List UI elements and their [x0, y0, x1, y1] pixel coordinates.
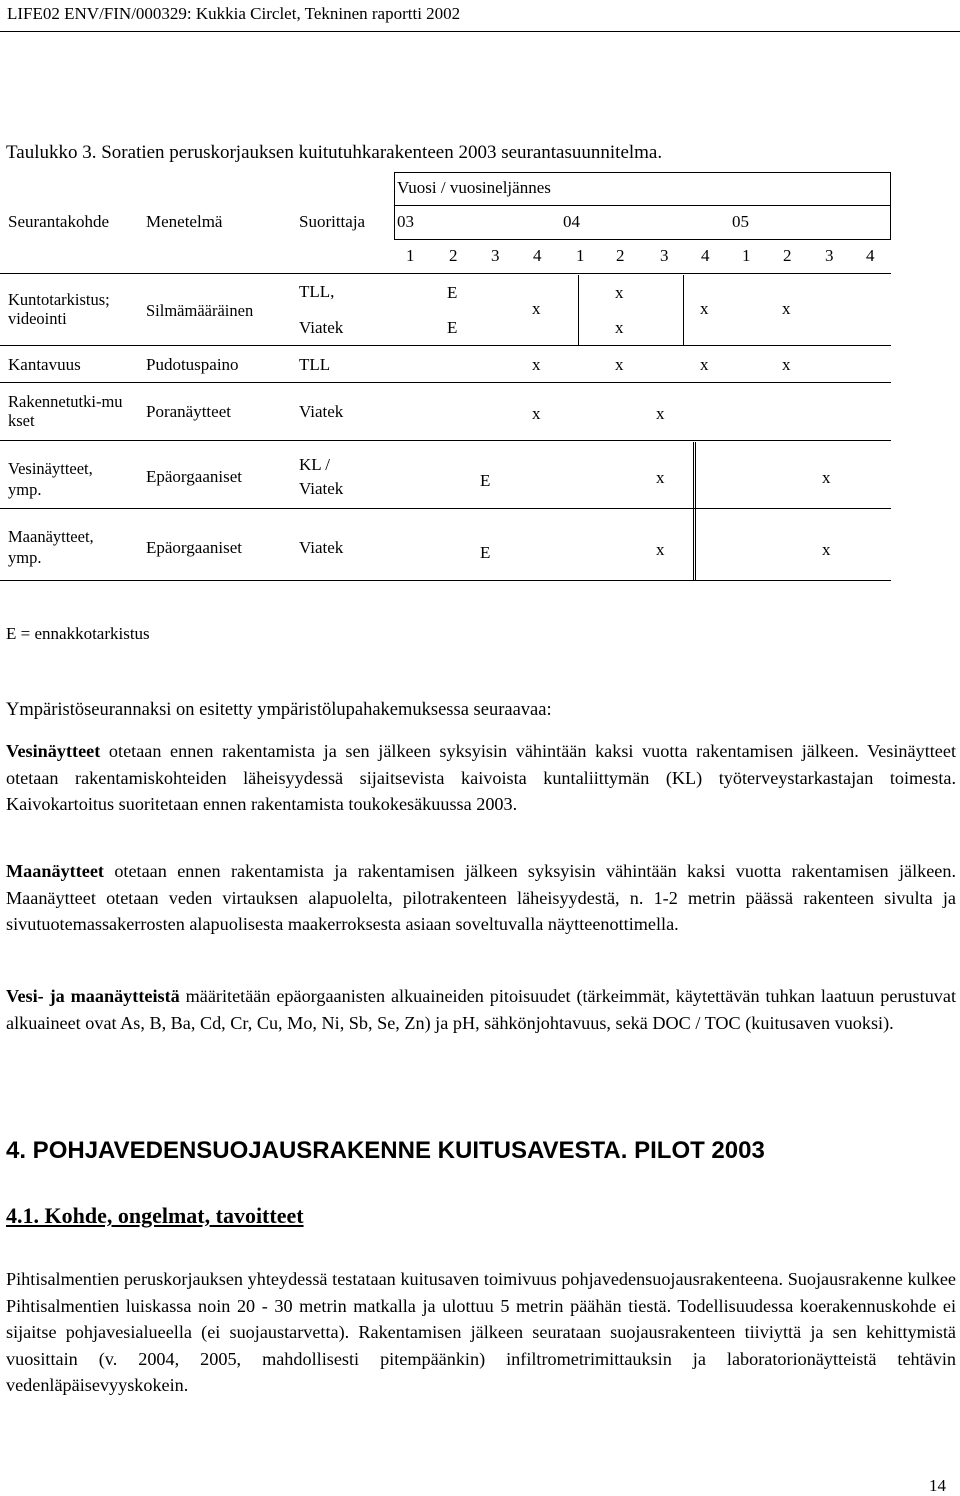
paragraph-text: määritetään epäorgaanisten alkuaineiden pitoisuudet (tärkeimmät, käytettävän tuhkan laatuun perustuvat alkuaineet ovat As, B, Ba, Cd, Cr, Cu, Mo, Ni, Sb, Se, Zn) ja pH, sähkönjohtavuus, sekä DOC / TOC (kuitusaven vuoksi). — [6, 986, 957, 1033]
header-group-label: Vuosi / vuosineljännes — [397, 178, 551, 197]
year-header: 05 — [732, 212, 749, 231]
table-cell-target: Vesinäytteet, ymp. — [8, 459, 93, 499]
table-cell-mark: x — [656, 468, 665, 487]
paragraph-water-samples — [6, 738, 956, 818]
subsection-heading: 4.1. Kohde, ongelmat, tavoitteet — [6, 1203, 304, 1228]
quarter-header: 1 — [742, 246, 751, 265]
table-cell-mark: x — [656, 540, 665, 559]
table-cell-performer: Viatek — [299, 538, 344, 557]
table-cell-mark: x — [532, 355, 541, 374]
paragraph-analyses — [6, 983, 956, 1036]
table-cell-method: Poranäytteet — [146, 402, 231, 421]
table-cell-mark: x — [615, 318, 624, 337]
quarter-header: 4 — [866, 246, 875, 265]
table-cell-method: Epäorgaaniset — [146, 538, 242, 557]
table-grid — [0, 0, 960, 590]
quarter-header: 2 — [783, 246, 792, 265]
table-cell-mark: E — [480, 543, 491, 562]
column-header-performer: Suorittaja — [299, 212, 366, 231]
table-cell-mark: E — [480, 471, 491, 490]
table-cell-mark: x — [615, 355, 624, 374]
bold-term: Vesinäytteet — [6, 741, 101, 761]
page-number: 14 — [929, 1476, 946, 1495]
year-header: 03 — [397, 212, 414, 231]
quarter-header: 4 — [533, 246, 542, 265]
section-heading: 4. POHJAVEDENSUOJAUSRAKENNE KUITUSAVESTA. PILOT 2003 — [6, 1137, 765, 1164]
table-cell-mark: E — [447, 318, 458, 337]
column-header-target: Seurantakohde — [8, 212, 110, 231]
table-cell-method: Epäorgaaniset — [146, 467, 242, 486]
quarter-header: 4 — [701, 246, 710, 265]
table-cell-target: Maanäytteet, ymp. — [8, 527, 94, 567]
year-header: 04 — [563, 212, 580, 231]
table-cell-target: Rakennetutki-mukset — [8, 392, 123, 430]
table-cell-target: Kuntotarkistus; videointi — [8, 290, 110, 328]
table-cell-mark: x — [782, 299, 791, 318]
table-cell-mark: x — [782, 355, 791, 374]
table-cell-mark: x — [532, 404, 541, 423]
paragraph-pilot: Pihtisalmentien peruskorjauksen yhteydessä testataan kuitusaven toimivuus pohjavedensuojausrakenteena. Suojausrakenne kulkee Pihtisalmentien luiskassa noin 20 - 30 metrin matkalla ja ulottuu 5 metrin päähän tiestä. Todellisuudessa koerakennuskohde ei sijaitse pohjavesialueella (ei suojaustarvetta). Rakentamisen jälkeen seurataan suojausrakenteen tiiviyttä ja sen kehittymistä vuosittain (v. 2004, 2005, mahdollisesti pitempäänkin) infiltrometrimittauksin ja laboratorionäytteistä tehtävin vedenläpäisevyyskokein. — [6, 1269, 956, 1395]
table-cell-mark: x — [656, 404, 665, 423]
table-cell-performer: Viatek — [299, 402, 344, 421]
paragraph-soil-samples — [6, 858, 956, 938]
quarter-header: 1 — [406, 246, 415, 265]
table-cell-mark: x — [532, 299, 541, 318]
quarter-header: 3 — [660, 246, 669, 265]
bold-term: Vesi- ja maanäytteistä — [6, 986, 180, 1006]
table-cell-mark: x — [700, 355, 709, 374]
running-header: LIFE02 ENV/FIN/000329: Kukkia Circlet, Tekninen raportti 2002 — [7, 4, 461, 23]
table-cell-mark: x — [700, 299, 709, 318]
table-cell-method: Pudotuspaino — [146, 355, 239, 374]
quarter-header: 3 — [825, 246, 834, 265]
table-caption: Taulukko 3. Soratien peruskorjauksen kuitutuhkarakenteen 2003 seurantasuunnitelma. — [6, 142, 663, 163]
quarter-header: 1 — [576, 246, 585, 265]
paragraph-text: otetaan ennen rakentamista ja sen jälkeen syksyisin vähintään kaksi vuotta rakentamisen jälkeen. Vesinäytteet otetaan rakentamiskohteiden läheisyydessä sijaitsevista kaivoista kuntaliittymän (KL) työterveystarkastajan toimesta. Kaivokartoitus suoritetaan ennen rakentamista toukokesäkuussa 2003. — [6, 741, 956, 814]
quarter-header: 3 — [491, 246, 500, 265]
table-cell-performer: KL / Viatek — [299, 455, 344, 498]
table-cell-mark: E — [447, 283, 458, 302]
table-cell-mark: x — [822, 468, 831, 487]
table-legend: E = ennakkotarkistus — [6, 624, 150, 643]
table-cell-mark: x — [615, 283, 624, 302]
quarter-header: 2 — [449, 246, 458, 265]
column-header-method: Menetelmä — [146, 212, 223, 231]
bold-term: Maanäytteet — [6, 861, 104, 881]
table-cell-performer: TLL, — [299, 282, 335, 301]
quarter-header: 2 — [616, 246, 625, 265]
table-cell-performer: Viatek — [299, 318, 344, 337]
table-cell-method: Silmämääräinen — [146, 301, 254, 320]
table-cell-performer: TLL — [299, 355, 331, 374]
table-cell-mark: x — [822, 540, 831, 559]
intro-text: Ympäristöseurannaksi on esitetty ympäristölupahakemuksessa seuraavaa: — [6, 700, 552, 720]
table-cell-target: Kantavuus — [8, 355, 81, 374]
paragraph-text: otetaan ennen rakentamista ja rakentamisen jälkeen syksyisin vähintään kaksi vuotta rakentamisen jälkeen. Maanäytteet otetaan veden virtauksen alapuolelta, pilotrakenteen läheisyydestä, n. 1-2 metrin päässä rakenteen sivulta ja sivutuotemassakerrosten alapuolisesta maakerroksesta asiaan soveltuvalla näytteenottimella. — [6, 861, 956, 934]
